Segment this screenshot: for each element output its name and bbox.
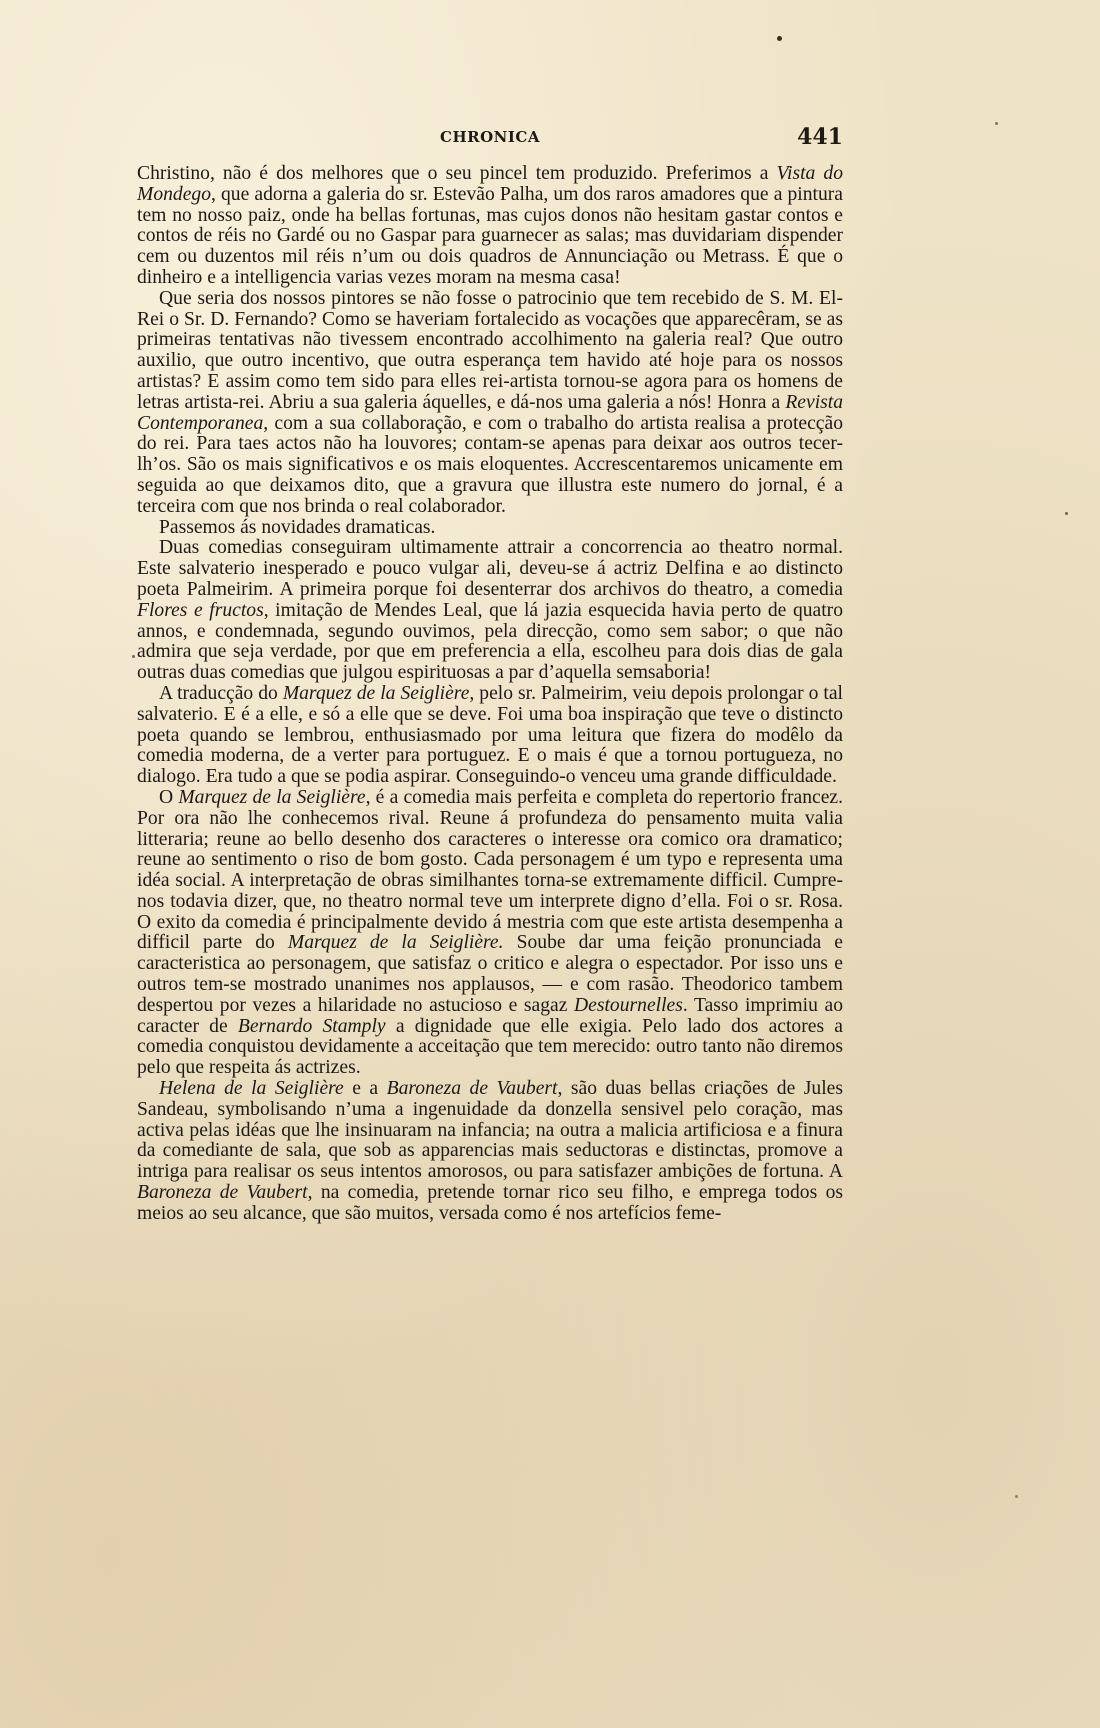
italic-title: Baroneza de Vaubert	[137, 1182, 308, 1204]
text-run: A traducção do	[159, 682, 283, 704]
paper-speck	[1065, 512, 1068, 515]
article-body	[137, 164, 843, 1225]
text-run: Soube dar uma feição pronunciada e caracteristica ao personagem, que satisfaz o critico e alegra o espectador. Por isso uns e outros tem-se mostrado unanimes nos applausos, — e com rasão. Theodorico tambem despertou por vezes a hilaridade no astucioso e sagaz	[137, 932, 843, 1016]
text-run: Duas comedias conseguiram ultimamente attrair a concorrencia ao theatro normal. Este salvaterio inesperado e pouco vulgar ali, deveu-se á actriz Delfina e ao distincto poeta Palmeirim. A primeira porque foi desenterrar dos archivos do theatro, a comedia	[137, 537, 843, 600]
italic-title: Destournelles	[574, 994, 683, 1016]
paragraph	[137, 164, 843, 289]
paragraph	[137, 289, 843, 518]
italic-title: Marquez de la Seiglière	[178, 786, 366, 808]
text-run: , com a sua collaboração, e com o trabalho do artista realisa a protecção do rei. Para taes actos não ha louvores; contam-se apenas para deixar aos outros tecer-lh’os. São os mais significativos e os mais eloquentes. Accrescentaremos unicamente em seguida ao que deixamos dito, que a gravura que illustra este numero do jornal, é a terceira com que nos brinda o real colaborador.	[137, 412, 843, 517]
paper-speck	[132, 655, 135, 658]
text-run: , na comedia, pretende tornar rico seu filho, e emprega todos os meios ao seu alcance, que são muitos, versada como é nos artefícios feme-	[137, 1182, 843, 1224]
italic-title: Marquez de la Seiglière.	[287, 932, 504, 954]
text-run: , é a comedia mais perfeita e completa do repertorio francez. Por ora não lhe conhecemos rival. Reune á profundeza do pensamento muita valia litteraria; reune ao bello desenho dos caracteres o interesse ora comico ora dramatico; reune ao sentimento o riso de bom gosto. Cada personagem é um typo e representa uma idéa social. A interpretação de obras similhantes torna-se extremamente difficil. Cumpre-nos todavia dizer, que, no theatro normal teve um interprete digno d’ella. Foi o sr. Rosa. O exito da comedia é principalmente devido á mestria com que este artista desempenha a difficil parte do	[137, 786, 843, 954]
running-title: CHRONICA	[440, 128, 540, 146]
italic-title: Bernardo Stamply	[237, 1015, 386, 1037]
paper-speck	[1015, 1495, 1018, 1498]
text-run: Christino, não é dos melhores que o seu pincel tem produzido. Preferimos a	[137, 163, 777, 184]
text-run: a dignidade que elle exigia. Pelo lado dos actores a comedia conquistou devidamente a acceitação que tem merecido: outro tanto não diremos pelo que respeita ás actrizes.	[137, 1015, 843, 1079]
paragraph	[137, 518, 843, 539]
text-run: , imitação de Mendes Leal, que lá jazia esquecida havia perto de quatro annos, e condemnada, segundo ouvimos, pela direcção, como sem sabor; o que não admira que seja verdade, por que em preferencia a ella, escolheu para dois dias de gala outras duas comedias que julgou espirituosas a par d’aquella semsaboria!	[137, 599, 844, 684]
italic-title: Baroneza de Vaubert	[386, 1078, 558, 1100]
italic-title: Marquez de la Seiglière	[282, 682, 470, 704]
text-run: e a	[343, 1078, 387, 1100]
italic-title: Vista do Mondego	[137, 163, 843, 205]
italic-title: Flores e fructos	[137, 599, 264, 621]
paragraph	[137, 538, 843, 684]
text-run: , são duas bellas criações de Jules Sandeau, symbolisando n’uma a ingenuidade da donzella sensivel pelo coração, mas activa pelas idéas que lhe insinuaram na infancia; na outra a malicia artificiosa e a finura da comediante de sala, que sob as apparencias mais seductoras e distinctas, promove a intriga para realisar os seus intentos amorosos, ou para satisfazer ambições de fortuna. A	[137, 1078, 843, 1183]
paragraph	[137, 1079, 843, 1225]
paragraph	[137, 788, 843, 1079]
text-run: O	[159, 786, 179, 808]
text-run: , que adorna a galeria do sr. Estevão Palha, um dos raros amadores que a pintura tem no nosso paiz, onde ha bellas fortunas, mas cujos donos não hesitam gastar contos e contos de réis no Gardé ou no Gaspar para guarnecer as salas; mas duvidariam dispender cem ou duzentos mil réis n’um ou dois quadros de Annunciação ou Metrass. É que o dinheiro e a intelligencia varias vezes moram na mesma casa!	[137, 183, 843, 288]
text-run: Que seria dos nossos pintores se não fosse o patrocinio que tem recebido de S. M. El-Rei o Sr. D. Fernando? Como se haveriam fortalecido as vocações que apparecêram, se as primeiras tentativas não tivessem encontrado accolhimento na galeria real? Que outro auxilio, que outro incentivo, que outra esperança tem havido até hoje para os nossos artistas? E assim como tem sido para elles rei-artista tornou-se agora para os homens de letras artista-rei. Abriu a sua galeria áquelles, e dá-nos uma galeria a nós! Honra a	[137, 287, 843, 413]
text-run: Passemos ás novidades dramaticas.	[159, 516, 436, 538]
page-number: 441	[797, 124, 843, 150]
paper-speck	[995, 122, 998, 125]
text-run: . Tasso imprimiu ao caracter de	[137, 994, 843, 1037]
page-header	[137, 124, 843, 154]
italic-title: Revista Contemporanea	[137, 391, 843, 434]
text-run: , pelo sr. Palmeirim, veiu depois prolongar o tal salvaterio. E é a elle, e só a elle que se deve. Foi uma boa inspiração que teve o distincto poeta quando se lembrou, enthusiasmado por uma leitura que fizera do modêlo da comedia moderna, de a verter para portuguez. E o mais é que a tornou portugueza, no dialogo. Era tudo a que se podia aspirar. Conseguindo-o venceu uma grande difficuldade.	[137, 682, 843, 788]
italic-title: Helena de la Seiglière	[159, 1078, 344, 1100]
paper-speck	[777, 36, 782, 41]
paragraph	[137, 684, 843, 788]
